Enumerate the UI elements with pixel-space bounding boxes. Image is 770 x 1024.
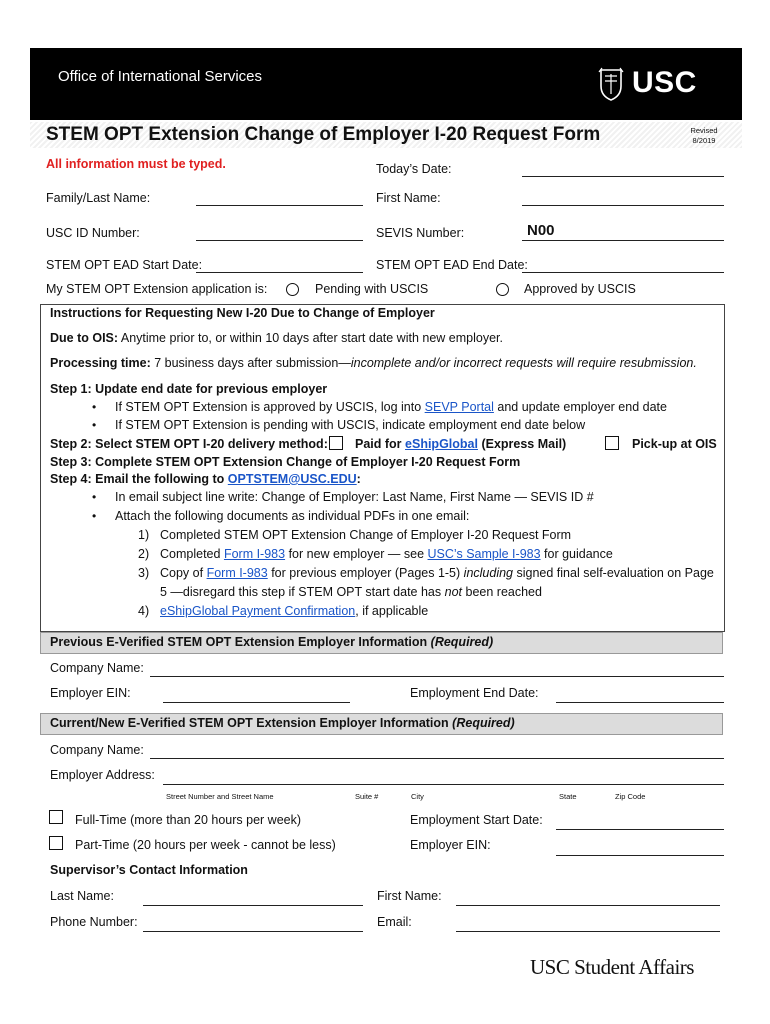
prev-end-date-label: Employment End Date: — [410, 686, 539, 700]
sup-phone-label: Phone Number: — [50, 915, 138, 929]
prev-ein-field[interactable] — [163, 702, 350, 703]
pickup-checkbox[interactable] — [605, 436, 619, 450]
parttime-checkbox[interactable] — [49, 836, 63, 850]
bullet-icon: • — [92, 490, 97, 504]
approved-radio[interactable] — [496, 283, 509, 296]
eshipglobal-payment-link[interactable]: eShipGlobal Payment Confirmation — [160, 604, 356, 618]
supervisor-heading: Supervisor’s Contact Information — [50, 863, 248, 877]
usc-seal-icon — [598, 66, 624, 102]
prev-heading-text: Previous E-Verified STEM OPT Extension Employer Information — [50, 635, 428, 649]
curr-ein-label: Employer EIN: — [410, 838, 491, 852]
doc3-italic: including — [463, 566, 514, 580]
express-label: (Express Mail) — [481, 437, 567, 451]
ead-end-field[interactable] — [522, 272, 724, 273]
revised-label: Revised — [690, 126, 718, 135]
sevis-label: SEVIS Number: — [376, 226, 465, 240]
revised-note — [670, 126, 738, 146]
doc2-post: for guidance — [544, 547, 613, 561]
doc-item-2 — [160, 547, 613, 562]
curr-required: (Required) — [452, 716, 515, 730]
curr-address-label: Employer Address: — [50, 768, 155, 782]
prev-end-date-field[interactable] — [556, 702, 724, 703]
doc-item-1: Completed STEM OPT Extension Change of Employer I-20 Request Form — [160, 528, 572, 542]
step4-colon: : — [356, 472, 361, 486]
sup-first-name-label: First Name: — [377, 889, 442, 903]
family-name-field[interactable] — [196, 205, 363, 206]
fulltime-checkbox[interactable] — [49, 810, 63, 824]
form-i983-link[interactable]: Form I-983 — [206, 566, 268, 580]
eshipglobal-link[interactable]: eShipGlobal — [405, 437, 478, 451]
curr-start-date-label: Employment Start Date: — [410, 813, 543, 827]
instructions-heading: Instructions for Requesting New I-20 Due to Change of Employer — [50, 306, 435, 320]
pending-label: Pending with USCIS — [315, 282, 429, 296]
sevis-field[interactable] — [522, 240, 724, 241]
family-name-label: Family/Last Name: — [46, 191, 151, 205]
doc2-pre: Completed — [160, 547, 221, 561]
doc-num-1: 1) — [138, 528, 150, 542]
processing-warning: incomplete and/or incorrect requests will require resubmission. — [350, 356, 697, 370]
optstem-email-link[interactable]: OPTSTEM@USC.EDU — [227, 472, 357, 486]
due-label: Due to OIS: — [50, 331, 119, 345]
ead-start-field[interactable] — [196, 272, 363, 273]
doc3-post: signed final self-evaluation on Page — [516, 566, 714, 580]
doc3-l2-italic: not — [444, 585, 463, 599]
sevis-value: N00 — [527, 222, 555, 239]
previous-employer-heading — [50, 635, 493, 650]
step1-bullet1 — [115, 400, 667, 415]
step1-b1-pre: If STEM OPT Extension is approved by USCIS, log into — [115, 400, 422, 414]
fulltime-label: Full-Time (more than 20 hours per week) — [75, 813, 302, 827]
parttime-label: Part-Time (20 hours per week - cannot be less) — [75, 838, 336, 852]
due-text: Anytime prior to, or within 10 days after start date with new employer. — [120, 331, 503, 345]
addr-suite-caption: Suite # — [355, 792, 379, 801]
todays-date-field[interactable] — [522, 176, 724, 177]
curr-start-date-field[interactable] — [556, 829, 724, 830]
todays-date-label: Today’s Date: — [376, 162, 452, 176]
curr-heading-text: Current/New E-Verified STEM OPT Extension Employer Information — [50, 716, 449, 730]
step4-bullet1: In email subject line write: Change of Employer: Last Name, First Name — SEVIS ID # — [115, 490, 594, 504]
sup-first-name-field[interactable] — [456, 905, 720, 906]
bullet-icon: • — [92, 418, 97, 432]
first-name-field[interactable] — [522, 205, 724, 206]
prev-company-field[interactable] — [150, 676, 724, 677]
step4-heading — [50, 472, 361, 487]
processing-label: Processing time: — [50, 356, 151, 370]
ead-end-label: STEM OPT EAD End Date: — [376, 258, 528, 272]
approved-label: Approved by USCIS — [524, 282, 636, 296]
addr-state-caption: State — [559, 792, 577, 801]
revised-date: 8/2019 — [692, 136, 716, 145]
doc3-mid: for previous employer (Pages 1-5) — [271, 566, 461, 580]
step2-heading: Step 2: Select STEM OPT I-20 delivery method: — [50, 437, 328, 451]
doc-num-2: 2) — [138, 547, 150, 561]
prev-company-label: Company Name: — [50, 661, 144, 675]
due-line — [50, 331, 503, 346]
first-name-label: First Name: — [376, 191, 441, 205]
curr-address-field[interactable] — [163, 784, 724, 785]
step1-bullet2: If STEM OPT Extension is pending with USCIS, indicate employment end date below — [115, 418, 586, 432]
eshipglobal-checkbox[interactable] — [329, 436, 343, 450]
usc-id-label: USC ID Number: — [46, 226, 140, 240]
addr-street-caption: Street Number and Street Name — [166, 792, 274, 801]
sup-last-name-label: Last Name: — [50, 889, 114, 903]
doc4-post: , if applicable — [355, 604, 429, 618]
ead-start-label: STEM OPT EAD Start Date: — [46, 258, 203, 272]
step3-heading: Step 3: Complete STEM OPT Extension Change of Employer I-20 Request Form — [50, 455, 521, 469]
doc-num-3: 3) — [138, 566, 150, 580]
paid-option — [355, 437, 566, 452]
sup-email-field[interactable] — [456, 931, 720, 932]
doc3-l2-pre: 5 —disregard this step if STEM OPT start date has — [160, 585, 442, 599]
step1-heading: Step 1: Update end date for previous employer — [50, 382, 328, 396]
paid-for-label: Paid for — [355, 437, 402, 451]
step4-bullet2: Attach the following documents as individual PDFs in one email: — [115, 509, 470, 523]
step1-b1-post: and update employer end date — [497, 400, 667, 414]
doc-num-4: 4) — [138, 604, 150, 618]
bullet-icon: • — [92, 400, 97, 414]
sup-phone-field[interactable] — [143, 931, 363, 932]
typed-warning: All information must be typed. — [46, 157, 226, 171]
curr-company-label: Company Name: — [50, 743, 144, 757]
doc-item-4 — [160, 604, 428, 619]
app-status-label: My STEM OPT Extension application is: — [46, 282, 268, 296]
doc3-pre: Copy of — [160, 566, 204, 580]
sup-last-name-field[interactable] — [143, 905, 363, 906]
sevp-portal-link[interactable]: SEVP Portal — [424, 400, 494, 414]
addr-city-caption: City — [411, 792, 424, 801]
doc2-mid: for new employer — see — [288, 547, 425, 561]
usc-sample-i983-link[interactable]: USC’s Sample I-983 — [427, 547, 541, 561]
office-name: Office of International Services — [58, 68, 262, 85]
pending-radio[interactable] — [286, 283, 299, 296]
step4-label: Step 4: Email the following to — [50, 472, 225, 486]
usc-logo: USC — [632, 66, 697, 99]
usc-student-affairs-logo: USC Student Affairs — [530, 955, 694, 979]
form-i983-link[interactable]: Form I-983 — [223, 547, 286, 561]
form-title: STEM OPT Extension Change of Employer I-20 Request Form — [46, 124, 601, 145]
processing-text: 7 business days after submission— — [154, 356, 351, 370]
doc-item-3 — [160, 566, 714, 581]
addr-zip-caption: Zip Code — [615, 792, 646, 801]
current-employer-heading — [50, 716, 515, 731]
doc3-l2-post: been reached — [465, 585, 542, 599]
sup-email-label: Email: — [377, 915, 412, 929]
prev-required: (Required) — [430, 635, 494, 649]
doc-item-3-line2 — [160, 585, 542, 600]
usc-id-field[interactable] — [196, 240, 363, 241]
prev-ein-label: Employer EIN: — [50, 686, 131, 700]
processing-line — [50, 356, 697, 371]
pickup-label: Pick-up at OIS — [632, 437, 717, 451]
curr-company-field[interactable] — [150, 758, 724, 759]
curr-ein-field[interactable] — [556, 855, 724, 856]
bullet-icon: • — [92, 509, 97, 523]
